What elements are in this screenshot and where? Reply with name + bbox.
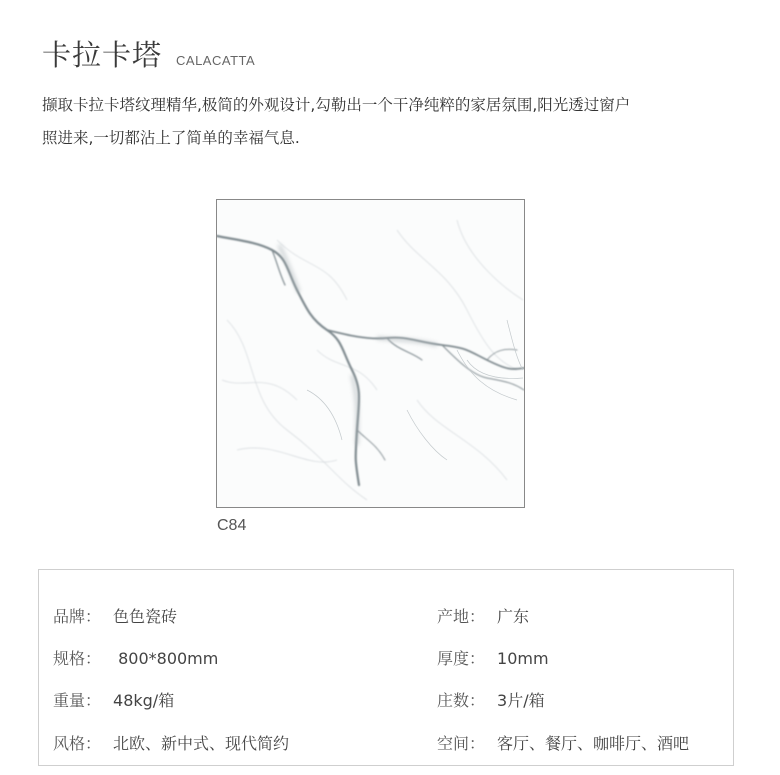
spec-label: 品牌： [53, 607, 102, 626]
spec-value: 色色瓷砖 [113, 607, 178, 626]
spec-weight [53, 688, 174, 711]
spec-brand [53, 604, 177, 627]
spec-label: 厚度： [437, 649, 486, 668]
spec-table [38, 569, 734, 766]
product-description [42, 89, 752, 155]
spec-size [53, 646, 218, 669]
spec-value: 48kg/箱 [113, 691, 175, 710]
page-subtitle: CALACATTA [176, 53, 256, 68]
page-title: 卡拉卡塔 [42, 38, 163, 72]
spec-label: 空间： [437, 734, 486, 753]
tile-image [216, 199, 525, 508]
spec-label: 庄数： [437, 691, 486, 710]
description-line: 撷取卡拉卡塔纹理精华,极简的外观设计,勾勒出一个干净纯粹的家居氛围,阳光透过窗户 [42, 96, 631, 114]
spec-value: 800*800mm [113, 649, 219, 668]
marble-texture [217, 200, 524, 507]
spec-count [437, 688, 545, 711]
spec-label: 重量： [53, 691, 102, 710]
spec-origin [437, 604, 529, 627]
spec-label: 规格： [53, 649, 102, 668]
description-line: 照进来,一切都沾上了简单的幸福气息. [42, 129, 300, 147]
spec-space [437, 731, 689, 754]
product-code: C84 [217, 517, 247, 534]
spec-thickness [437, 646, 549, 669]
spec-label: 产地： [437, 607, 486, 626]
spec-value: 3片/箱 [497, 691, 545, 710]
page-title-row [42, 33, 255, 74]
spec-value: 北欧、新中式、现代简约 [113, 734, 290, 753]
spec-value: 广东 [497, 607, 530, 626]
spec-style [53, 731, 289, 754]
spec-label: 风格： [53, 734, 102, 753]
spec-value: 客厅、餐厅、咖啡厅、酒吧 [497, 734, 690, 753]
spec-value: 10mm [497, 649, 549, 668]
